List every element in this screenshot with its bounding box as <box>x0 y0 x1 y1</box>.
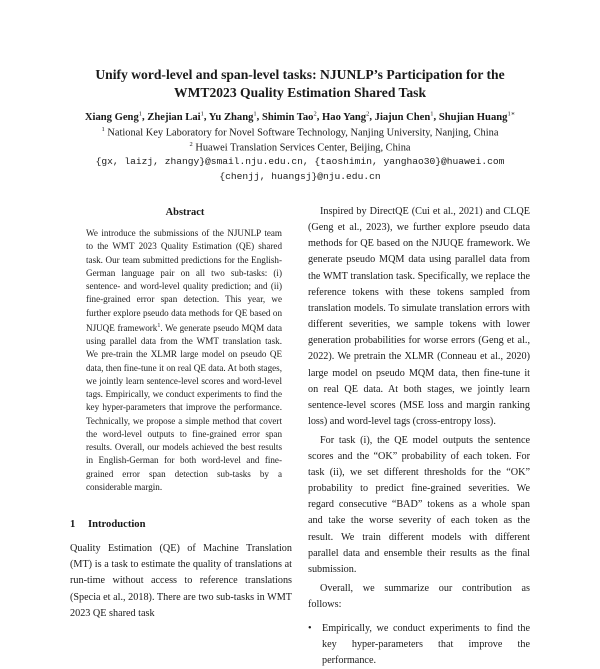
body-paragraph: Overall, we summarize our contribution as follows: <box>308 582 530 610</box>
author: Shujian Huang$^{1∗}$ <box>438 110 516 123</box>
body-paragraph: For task (i), the QE model outputs the sentence scores and the “OK” probability of each token. For task (ii), we set different thresholds for the “OK” probability to predict fine-grained severities. We regard consecutive “BAD” tokens as a whole span and take the worse severity of each token as the result. We train different models with different parallel data and ensemble their results as the final submission. <box>308 434 530 575</box>
author: Xiang Geng$^1$ <box>84 110 142 123</box>
author: Jiajun Chen$^1$ <box>374 110 434 123</box>
author-list: Xiang Geng$^1$, Zhejian Lai$^1$, Yu Zhang$^1$, Shimin Tao$^2$, Hao Yang$^2$, Jiajun Chen$^1$, Shujian Huang$^{1∗}$ <box>84 110 516 123</box>
abstract-heading: Abstract <box>165 207 205 218</box>
affiliation: $^1$ National Key Laboratory for Novel Software Technology, Nanjing University, Nanjing, China <box>101 126 499 139</box>
intro-paragraph: Quality Estimation (QE) of Machine Translation (MT) is a task to estimate the quality of translations at run-time without access to reference translations (Specia et al., 2018). There are two sub-tasks in WMT 2023 QE shared task <box>70 543 292 619</box>
body-paragraph: Inspired by DirectQE (Cui et al., 2021) and CLQE (Geng et al., 2023), we further explore pseudo data methods for QE based on the NJUQE framework. We generate pseudo MQM data using parallel data from the WMT translation task. Specifically, we replace the reference tokens with these tokens sampled from translation models. To simulate translation errors with different severities, we sample tokens with lower generation probabilities for worse errors (Geng et al., 2022). We pretrain the XLMR (Conneau et al., 2020) large model on pseudo MQM data, then fine-tune it on real QE data. At both stages, we jointly learn sentence-level scores (MSE loss and margin ranking loss) and word-level tags (cross-entropy loss). <box>308 206 530 428</box>
author: Zhejian Lai$^1$ <box>147 110 204 123</box>
email-line: {gx, laizj, zhangy}@smail.nju.edu.cn, {taoshimin, yanghao30}@huawei.com <box>95 156 505 167</box>
bullet-icon: • <box>308 622 312 634</box>
author: Yu Zhang$^1$ <box>208 110 257 123</box>
abstract-body: We introduce the submissions of the NJUNLP team to the WMT 2023 Quality Estimation (QE) shared task. Our team submitted predictions for the English-German language pair on all two sub-tasks: (i) sentence- and word-level quality prediction; and (ii) fine-grained error span detection. This year, we further explore pseudo data methods for QE based on NJUQE framework$^1$. We generate pseudo MQM data using parallel data from the WMT translation task. We pre-train the XLMR large model on pseudo QE data, then fine-tune it on real QE data. At both stages, we jointly learn sentence-level scores and word-level tags. Empirically, we conduct experiments to find the key hyper-parameters that improve the performance. Technically, we propose a simple method that covert the word-level outputs to fine-grained error span results. Overall, our models achieved the best results in English-German for both word-level and fine-grained error span detection sub-tasks by a considerable margin. <box>86 228 283 492</box>
right-column <box>308 204 530 669</box>
author: Hao Yang$^2$ <box>322 110 370 123</box>
section-heading: 1 Introduction <box>70 519 146 530</box>
author: Shimin Tao$^2$ <box>261 110 317 123</box>
contribution-bullet: • Empirically, we conduct experiments to find the key hyper-parameters that improve the performance. <box>308 621 530 669</box>
email-line: {chenjj, huangsj}@nju.edu.cn <box>219 171 381 182</box>
title-line: WMT2023 Quality Estimation Shared Task <box>173 85 427 100</box>
affiliation: $^2$ Huawei Translation Services Center, Beijing, China <box>189 141 411 154</box>
footnote-mark: 1 <box>157 322 161 329</box>
title-line: Unify word-level and span-level tasks: NJUNLP’s Participation for the <box>95 67 505 82</box>
paper-title <box>40 66 560 102</box>
